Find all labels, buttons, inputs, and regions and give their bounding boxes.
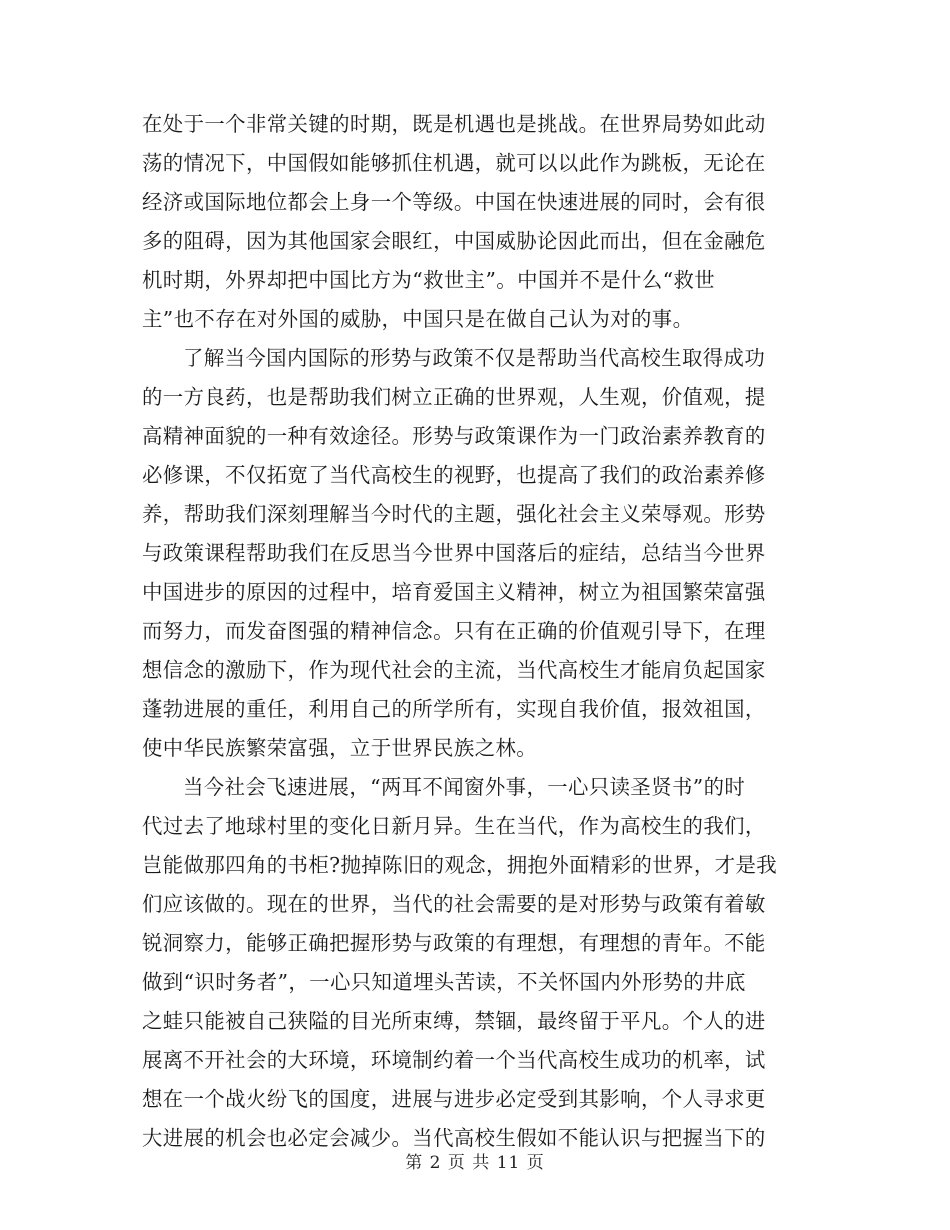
text-line: 在处于一个非常关键的时期，既是机遇也是挑战。在世界局势如此动 [142,112,766,136]
text-line: 了解当今国内国际的形势与政策不仅是帮助当代高校生取得成功 [183,346,766,370]
text-line: 之蛙只能被自己狭隘的目光所束缚，禁锢，最终留于平凡。个人的进 [142,1009,766,1033]
text-line: 大进展的机会也必定会减少。当代高校生假如不能认识与把握当下的 [142,1126,766,1150]
text-line: 岂能做那四角的书柜?抛掉陈旧的观念，拥抱外面精彩的世界，才是我 [142,853,778,877]
text-line: 经济或国际地位都会上身一个等级。中国在快速进展的同时，会有很 [142,190,766,214]
text-line: 们应该做的。现在的世界，当代的社会需要的是对形势与政策有着敏 [142,892,766,916]
text-line: 代过去了地球村里的变化日新月异。生在当代，作为高校生的我们， [142,814,766,838]
text-line: 的一方良药，也是帮助我们树立正确的世界观，人生观，价值观，提 [142,385,766,409]
paragraph-1 [142,105,797,339]
text-line: 必修课，不仅拓宽了当代高校生的视野，也提高了我们的政治素养修 [142,463,766,487]
text-line: 想在一个战火纷飞的国度，进展与进步必定受到其影响，个人寻求更 [142,1087,766,1111]
paragraph-2 [142,339,797,768]
text-line: 与政策课程帮助我们在反思当今世界中国落后的症结，总结当今世界 [142,541,766,565]
text-line: 想信念的激励下，作为现代社会的主流，当代高校生才能肩负起国家 [142,658,766,682]
text-line: 多的阻碍，因为其他国家会眼红，中国威胁论因此而出，但在金融危 [142,229,766,253]
text-line: 中国进步的原因的过程中，培育爱国主义精神，树立为祖国繁荣富强 [142,580,766,604]
text-line: 做到“识时务者”，一心只知道埋头苦读，不关怀国内外形势的井底 [142,970,746,994]
text-line: 机时期，外界却把中国比方为“救世主”。中国并不是什么“救世 [142,268,716,292]
text-line: 当今社会飞速进展，“两耳不闻窗外事，一心只读圣贤书”的时 [183,775,746,799]
text-line: 使中华民族繁荣富强，立于世界民族之林。 [142,736,538,760]
page-number-footer: 第 2 页 共 11 页 [405,1153,545,1173]
body-text [142,105,797,1158]
text-line: 锐洞察力，能够正确把握形势与政策的有理想，有理想的青年。不能 [142,931,766,955]
text-line: 荡的情况下，中国假如能够抓住机遇，就可以以此作为跳板，无论在 [142,151,766,175]
text-line: 展离不开社会的大环境，环境制约着一个当代高校生成功的机率，试 [142,1048,766,1072]
text-line: 而努力，而发奋图强的精神信念。只有在正确的价值观引导下，在理 [142,619,766,643]
text-line: 高精神面貌的一种有效途径。形势与政策课作为一门政治素养教育的 [142,424,766,448]
text-line: 养，帮助我们深刻理解当今时代的主题，强化社会主义荣辱观。形势 [142,502,766,526]
paragraph-3 [142,768,797,1158]
text-line: 主”也不存在对外国的威胁，中国只是在做自己认为对的事。 [142,307,694,331]
text-line: 蓬勃进展的重任，利用自己的所学所有，实现自我价值，报效祖国， [142,697,766,721]
